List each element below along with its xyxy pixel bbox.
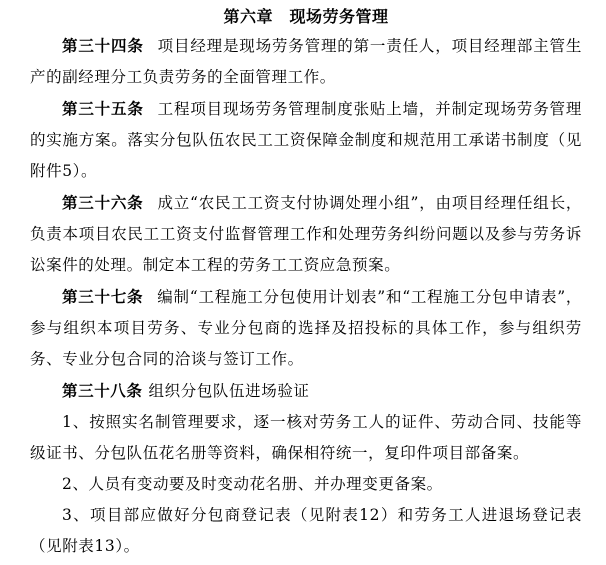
article-36 [30,187,582,281]
article-34 [30,30,582,93]
list-item-1: 1、按照实名制管理要求，逐一核对劳务工人的证件、劳动合同、技能等级证书、分包队伍花名册等资料，确保相符统一，复印件项目部备案。 [30,413,582,462]
article-text: 项目经理是现场劳务管理的第一责任人，项目经理部主管生产的副经理分工负责劳务的全面管理工作。 [30,37,582,86]
article-number: 第三十六条 [62,193,144,212]
chapter-title: 第六章 现场劳务管理 [223,7,389,26]
article-text: 成立“农民工工资支付协调处理小组”，由项目经理任组长，负责本项目农民工工资支付监督管理工作和处理劳务纠纷问题以及参与劳务诉讼案件的处理。制定本工程的劳务工工资应急预案。 [30,194,582,274]
article-number: 第三十七条 [62,287,144,306]
article-37 [30,281,582,375]
article-number: 第三十四条 [62,36,144,55]
list-item-3: 3、项目部应做好分包商登记表（见附表12）和劳务工人进退场登记表（见附表13）。 [30,506,582,555]
document-page [30,4,582,562]
article-number: 第三十八条 [62,381,143,400]
list-item-2: 2、人员有变动要及时变动花名册、并办理变更备案。 [62,475,443,493]
article-text: 编制“工程施工分包使用计划表”和“工程施工分包申请表”，参与组织本项目劳务、专业分包商的选择及招投标的具体工作，参与组织劳务、专业分包合同的洽谈与签订工作。 [30,288,582,368]
article-38 [30,375,582,407]
article-text: 工程项目现场劳务管理制度张贴上墙，并制定现场劳务管理的实施方案。落实分包队伍农民工工资保障金制度和规范用工承诺书制度（见附件5）。 [30,100,582,180]
article-35 [30,93,582,187]
article-number: 第三十五条 [62,99,144,118]
article-text: 组织分包队伍进场验证 [148,382,310,400]
